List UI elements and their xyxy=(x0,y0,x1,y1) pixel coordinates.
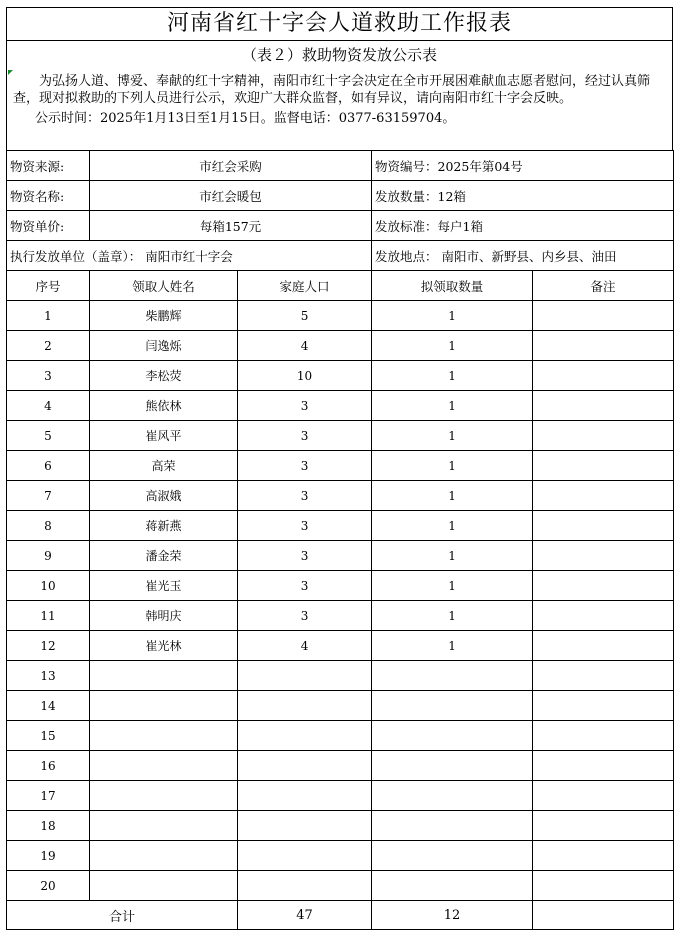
row-no: 12 xyxy=(7,631,90,661)
total-family: 47 xyxy=(238,901,372,930)
name-label: 物资名称: xyxy=(7,181,90,211)
total-note xyxy=(533,901,674,930)
report-subtitle: （表２）救助物资发放公示表 xyxy=(6,40,673,69)
recipient-name: 高荣 xyxy=(90,451,238,481)
row-no: 5 xyxy=(7,421,90,451)
cell-comment-marker-icon xyxy=(8,70,13,75)
table-row xyxy=(7,781,674,811)
row-note xyxy=(533,601,674,631)
recipient-name: 柴鹏辉 xyxy=(90,301,238,331)
row-note xyxy=(533,391,674,421)
recipient-name: 崔光玉 xyxy=(90,571,238,601)
family-size: 4 xyxy=(238,331,372,361)
family-size xyxy=(238,871,372,901)
location-label: 发放地点： xyxy=(375,248,438,264)
number-label: 物资编号：2025年第04号 xyxy=(372,151,674,181)
row-note xyxy=(533,631,674,661)
info-row-unit xyxy=(7,241,674,271)
family-size: 3 xyxy=(238,511,372,541)
info-row-price xyxy=(7,211,674,241)
family-size xyxy=(238,721,372,751)
row-note xyxy=(533,841,674,871)
row-no: 16 xyxy=(7,751,90,781)
unit-label: 执行发放单位（盖章）： xyxy=(10,248,142,264)
row-no: 6 xyxy=(7,451,90,481)
table-rows xyxy=(7,301,674,901)
recipient-name xyxy=(90,871,238,901)
claim-quantity: 1 xyxy=(372,631,533,661)
family-size xyxy=(238,751,372,781)
source-label: 物资来源: xyxy=(7,151,90,181)
recipient-name xyxy=(90,841,238,871)
recipient-name: 李松荧 xyxy=(90,361,238,391)
table-row xyxy=(7,331,674,361)
row-no: 2 xyxy=(7,331,90,361)
recipient-name: 崔风平 xyxy=(90,421,238,451)
recipient-name xyxy=(90,721,238,751)
claim-quantity: 1 xyxy=(372,301,533,331)
claim-quantity: 1 xyxy=(372,421,533,451)
distribution-table xyxy=(6,150,674,930)
row-note xyxy=(533,751,674,781)
unit-cell xyxy=(7,241,372,271)
claim-quantity: 1 xyxy=(372,571,533,601)
family-size: 5 xyxy=(238,301,372,331)
recipient-name xyxy=(90,811,238,841)
total-qty: 12 xyxy=(372,901,533,930)
row-note xyxy=(533,811,674,841)
row-no: 13 xyxy=(7,661,90,691)
recipient-name: 崔光林 xyxy=(90,631,238,661)
row-no: 9 xyxy=(7,541,90,571)
row-no: 19 xyxy=(7,841,90,871)
row-note xyxy=(533,331,674,361)
source-value: 市红会采购 xyxy=(90,151,372,181)
row-no: 20 xyxy=(7,871,90,901)
price-value: 每箱157元 xyxy=(90,211,372,241)
table-row xyxy=(7,751,674,781)
name-value: 市红会暖包 xyxy=(90,181,372,211)
claim-quantity: 1 xyxy=(372,331,533,361)
family-size: 4 xyxy=(238,631,372,661)
notice-block xyxy=(6,69,673,150)
row-note xyxy=(533,661,674,691)
notice-paragraph: 为弘扬人道、博爱、奉献的红十字精神，南阳市红十字会决定在全市开展困难献血志愿者慰问，经过认真筛查，现对拟救助的下列人员进行公示，欢迎广大群众监督，如有异议，请向南阳市红十字会反映。 xyxy=(13,74,651,106)
row-note xyxy=(533,511,674,541)
table-row xyxy=(7,451,674,481)
row-note xyxy=(533,361,674,391)
col-header-note: 备注 xyxy=(533,271,674,301)
report-title: 河南省红十字会人道救助工作报表 xyxy=(6,7,673,40)
col-header-no: 序号 xyxy=(7,271,90,301)
row-no: 4 xyxy=(7,391,90,421)
location-cell xyxy=(372,241,674,271)
claim-quantity: 1 xyxy=(372,451,533,481)
family-size: 3 xyxy=(238,481,372,511)
row-note xyxy=(533,871,674,901)
row-no: 18 xyxy=(7,811,90,841)
total-row xyxy=(7,901,674,930)
col-header-qty: 拟领取数量 xyxy=(372,271,533,301)
claim-quantity xyxy=(372,811,533,841)
claim-quantity: 1 xyxy=(372,391,533,421)
row-no: 14 xyxy=(7,691,90,721)
recipient-name: 熊依林 xyxy=(90,391,238,421)
table-row xyxy=(7,601,674,631)
recipient-name: 潘金荣 xyxy=(90,541,238,571)
recipient-name: 闫逸烁 xyxy=(90,331,238,361)
location-value: 南阳市、新野县、内乡县、油田 xyxy=(441,248,617,264)
family-size: 3 xyxy=(238,421,372,451)
family-size xyxy=(238,661,372,691)
family-size: 3 xyxy=(238,451,372,481)
report-sheet xyxy=(6,7,673,930)
row-note xyxy=(533,301,674,331)
row-note xyxy=(533,721,674,751)
recipient-name xyxy=(90,751,238,781)
row-no: 1 xyxy=(7,301,90,331)
table-row xyxy=(7,511,674,541)
row-no: 7 xyxy=(7,481,90,511)
row-note xyxy=(533,781,674,811)
claim-quantity: 1 xyxy=(372,511,533,541)
recipient-name xyxy=(90,661,238,691)
table-row xyxy=(7,841,674,871)
unit-value: 南阳市红十字会 xyxy=(145,248,233,264)
claim-quantity: 1 xyxy=(372,481,533,511)
row-note xyxy=(533,541,674,571)
family-size: 3 xyxy=(238,571,372,601)
claim-quantity: 1 xyxy=(372,601,533,631)
family-size xyxy=(238,781,372,811)
row-note xyxy=(533,451,674,481)
family-size: 3 xyxy=(238,601,372,631)
row-no: 11 xyxy=(7,601,90,631)
row-note xyxy=(533,691,674,721)
family-size xyxy=(238,691,372,721)
table-row xyxy=(7,421,674,451)
table-row xyxy=(7,721,674,751)
row-no: 10 xyxy=(7,571,90,601)
family-size: 3 xyxy=(238,541,372,571)
info-row-name xyxy=(7,181,674,211)
row-no: 15 xyxy=(7,721,90,751)
row-note xyxy=(533,421,674,451)
recipient-name: 蒋新燕 xyxy=(90,511,238,541)
col-header-name: 领取人姓名 xyxy=(90,271,238,301)
row-no: 3 xyxy=(7,361,90,391)
info-row-source xyxy=(7,151,674,181)
total-label: 合计 xyxy=(7,901,238,930)
claim-quantity xyxy=(372,781,533,811)
claim-quantity: 1 xyxy=(372,541,533,571)
row-no: 8 xyxy=(7,511,90,541)
recipient-name: 韩明庆 xyxy=(90,601,238,631)
table-row xyxy=(7,871,674,901)
price-label: 物资单价: xyxy=(7,211,90,241)
table-row xyxy=(7,811,674,841)
row-note xyxy=(533,481,674,511)
claim-quantity xyxy=(372,691,533,721)
table-row xyxy=(7,631,674,661)
notice-time-line: 公示时间：2025年1月13日至1月15日。监督电话：0377-63159704。 xyxy=(35,111,456,126)
table-row xyxy=(7,541,674,571)
family-size xyxy=(238,841,372,871)
table-row xyxy=(7,391,674,421)
claim-quantity xyxy=(372,661,533,691)
recipient-name xyxy=(90,691,238,721)
col-header-family: 家庭人口 xyxy=(238,271,372,301)
table-row xyxy=(7,481,674,511)
recipient-name xyxy=(90,781,238,811)
recipient-name: 高淑娥 xyxy=(90,481,238,511)
claim-quantity xyxy=(372,871,533,901)
family-size: 10 xyxy=(238,361,372,391)
row-note xyxy=(533,571,674,601)
table-row xyxy=(7,691,674,721)
claim-quantity xyxy=(372,841,533,871)
quantity-label: 发放数量：12箱 xyxy=(372,181,674,211)
table-row xyxy=(7,361,674,391)
claim-quantity: 1 xyxy=(372,361,533,391)
table-row xyxy=(7,301,674,331)
claim-quantity xyxy=(372,751,533,781)
family-size xyxy=(238,811,372,841)
table-row xyxy=(7,571,674,601)
row-no: 17 xyxy=(7,781,90,811)
table-header-row xyxy=(7,271,674,301)
standard-label: 发放标准：每户1箱 xyxy=(372,211,674,241)
claim-quantity xyxy=(372,721,533,751)
family-size: 3 xyxy=(238,391,372,421)
table-row xyxy=(7,661,674,691)
